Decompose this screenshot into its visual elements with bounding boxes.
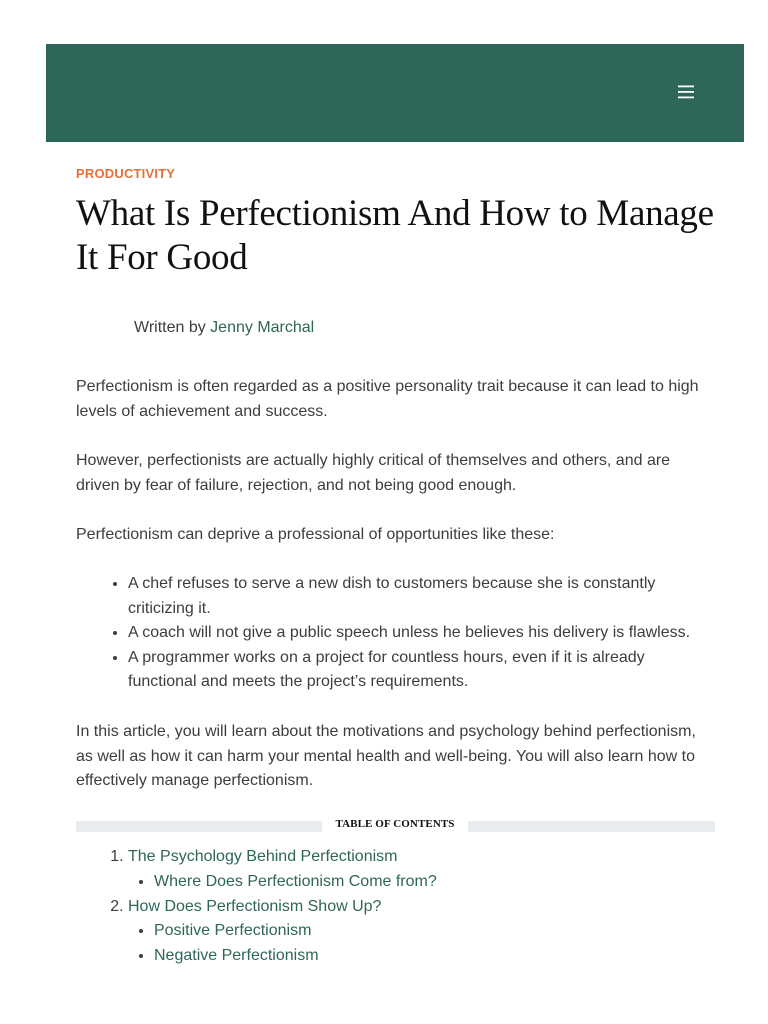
menu-button[interactable] — [675, 81, 697, 103]
category-link[interactable]: PRODUCTIVITY — [76, 166, 176, 181]
toc-divider-right — [468, 821, 715, 832]
list-item: • A programmer works on a project for countless hours, even if it is already functional and meets the project’s requirements. — [128, 646, 716, 695]
paragraph-intro: Perfectionism is often regarded as a positive personality trait because it can lead to high levels of achievement and success. — [76, 378, 699, 420]
toc-link-psychology[interactable]: The Psychology Behind Perfectionism — [128, 848, 398, 865]
toc-item — [128, 845, 716, 895]
toc-sublist — [128, 870, 716, 895]
toc-subitem — [154, 944, 716, 969]
toc-link-where-from[interactable]: Where Does Perfectionism Come from? — [154, 872, 437, 890]
article-title: What Is Perfectionism And How to Manage It For Good — [76, 193, 714, 278]
table-of-contents — [76, 845, 716, 969]
hamburger-menu-icon — [675, 81, 697, 103]
list-item: • A chef refuses to serve a new dish to customers because she is constantly criticizing it. — [128, 572, 716, 621]
toc-link-show-up[interactable]: How Does Perfectionism Show Up? — [128, 897, 382, 915]
paragraph-opportunities: Perfectionism can deprive a professional of opportunities like these: — [76, 526, 555, 543]
toc-sublist — [128, 919, 716, 969]
site-header — [46, 44, 744, 142]
byline — [134, 317, 314, 339]
toc-subitem — [154, 919, 716, 944]
toc-link-negative[interactable]: Negative Perfectionism — [154, 947, 319, 965]
toc-divider-left — [76, 821, 322, 832]
paragraph-however: However, perfectionists are actually highly critical of themselves and others, and are driven by fear of failure, rejection, and not being good enough. — [76, 452, 671, 494]
paragraph-article-summary: In this article, you will learn about the motivations and psychology behind perfectionism, as well as how it can harm your mental health and well-being. You will also learn how to effectively manage perfectionism. — [76, 723, 696, 789]
author-link[interactable]: Jenny Marchal — [210, 319, 315, 336]
toc-header — [76, 818, 715, 832]
toc-subitem — [154, 870, 716, 895]
list-item: • A coach will not give a public speech unless he believes his delivery is flawless. — [128, 621, 716, 646]
byline-prefix: Written by — [134, 319, 211, 336]
toc-link-positive[interactable]: Positive Perfectionism — [154, 922, 312, 940]
toc-title: TABLE OF CONTENTS — [335, 818, 455, 830]
toc-item — [128, 895, 716, 969]
examples-list — [76, 572, 716, 695]
